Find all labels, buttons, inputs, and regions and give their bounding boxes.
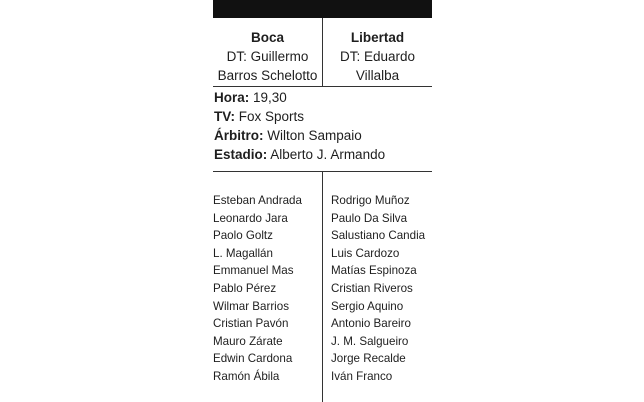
away-team-name: Libertad [350, 30, 405, 45]
header-bar [213, 0, 432, 18]
home-player: Esteban Andrada [213, 194, 302, 207]
referee-row [214, 126, 432, 145]
away-player: Antonio Bareiro [331, 317, 411, 331]
away-team-block [323, 28, 432, 85]
home-player: Cristian Pavón [213, 317, 289, 331]
away-lineup [331, 192, 425, 386]
home-player: Paolo Goltz [213, 229, 273, 243]
away-coach-line-2: Villalba [355, 68, 400, 83]
home-player: Pablo Pérez [213, 281, 277, 295]
home-coach-line-1: DT: Guillermo [226, 49, 309, 64]
home-player: L. Magallán [213, 246, 273, 260]
kickoff-time-value: 19,30 [253, 90, 287, 105]
home-player: Leonardo Jara [213, 211, 288, 225]
home-team-name: Boca [250, 30, 284, 45]
referee-value: Wilton Sampaio [267, 128, 362, 143]
away-player: Luis Cardozo [331, 246, 400, 260]
home-player: Mauro Zárate [213, 334, 283, 348]
home-player: Wilmar Barrios [213, 299, 290, 313]
away-player: Paulo Da Silva [331, 211, 408, 225]
away-player: Iván Franco [331, 369, 393, 383]
home-player: Emmanuel Mas [213, 264, 294, 278]
tv-row [214, 107, 432, 126]
away-player: Cristian Riveros [331, 281, 413, 295]
away-player: Salustiano Candia [331, 229, 426, 243]
match-info [214, 88, 432, 164]
away-player: Rodrigo Muñoz [331, 194, 410, 207]
stadium-value: Alberto J. Armando [270, 147, 386, 162]
home-lineup [213, 192, 302, 386]
stadium-label: Estadio: [214, 147, 268, 162]
kickoff-time-row [214, 88, 432, 107]
stadium-row [214, 145, 432, 164]
away-player: Sergio Aquino [331, 299, 404, 313]
home-coach-line-2: Barros Schelotto [217, 68, 318, 83]
home-player: Edwin Cardona [213, 352, 293, 366]
header-separator [213, 86, 432, 87]
away-player: Jorge Recalde [331, 352, 406, 366]
lineup-divider [322, 172, 323, 402]
tv-label: TV: [214, 109, 236, 124]
tv-value: Fox Sports [238, 109, 305, 124]
home-team-block [213, 28, 322, 85]
away-player: Matías Espinoza [331, 264, 417, 278]
kickoff-time-label: Hora: [214, 90, 250, 105]
home-player: Ramón Ábila [213, 369, 280, 383]
away-coach-line-1: DT: Eduardo [339, 49, 416, 64]
referee-label: Árbitro: [214, 128, 264, 143]
away-player: J. M. Salgueiro [331, 334, 409, 348]
